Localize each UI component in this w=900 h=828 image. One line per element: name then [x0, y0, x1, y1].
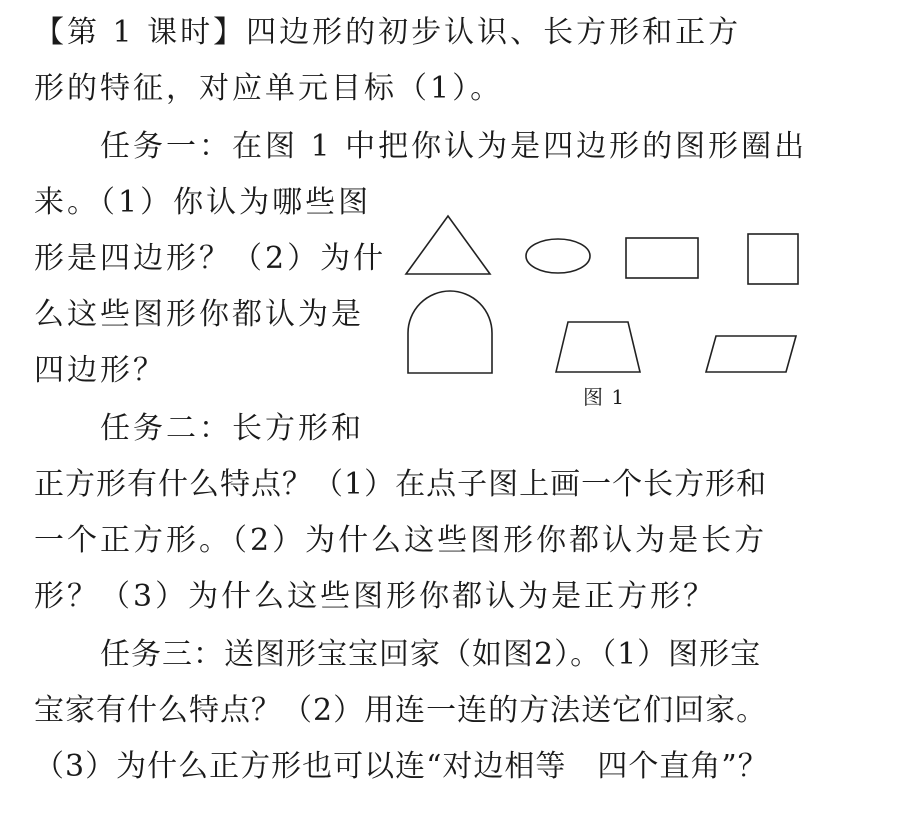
task-two-line-1: 任务二：长方形和 [100, 411, 364, 446]
ellipse-shape [526, 239, 590, 273]
task-three-line-3: （3）为什么正方形也可以连“对边相等 四个直角”？ [34, 749, 769, 784]
trapezoid-shape [556, 322, 640, 372]
task-one-line-2: 来。（1）你认为哪些图 [34, 185, 372, 220]
figure-caption: 图 1 [583, 385, 626, 409]
parallelogram-shape [706, 336, 796, 372]
arch-shape [408, 291, 492, 373]
lesson-title-line-2: 形的特征，对应单元目标（1）。 [34, 71, 504, 106]
task-one-line-4: 么这些图形你都认为是 [34, 297, 364, 332]
square-shape [748, 234, 798, 284]
figure-1 [398, 208, 808, 418]
triangle-shape [406, 216, 490, 274]
task-three-line-1: 任务三：送图形宝宝回家（如图2）。（1）图形宝 [100, 637, 762, 672]
task-two-line-4: 形？（3）为什么这些图形你都认为是正方形？ [34, 579, 717, 614]
task-two-line-3: 一个正方形。（2）为什么这些图形你都认为是长方 [34, 523, 768, 558]
task-two-line-2: 正方形有什么特点？（1）在点子图上画一个长方形和 [34, 467, 768, 502]
task-three-line-2: 宝家有什么特点？（2）用连一连的方法送它们回家。 [34, 693, 768, 728]
task-one-line-5: 四边形？ [34, 353, 166, 388]
task-one-line-1: 任务一：在图 1 中把你认为是四边形的图形圈出 [100, 129, 808, 164]
task-one-line-3: 形是四边形？（2）为什 [34, 241, 387, 276]
lesson-title-line-1: 【第 1 课时】四边形的初步认识、长方形和正方 [34, 15, 742, 50]
rectangle-shape [626, 238, 698, 278]
